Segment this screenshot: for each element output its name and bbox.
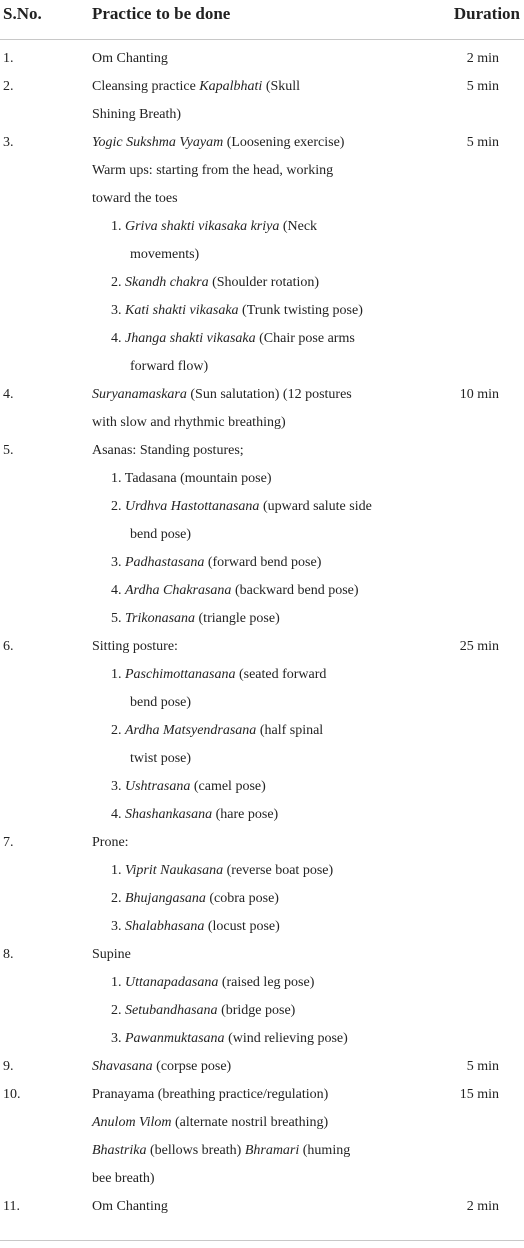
practice-text: (corpse pose): [152, 1059, 232, 1074]
list-item-number: 2.: [111, 891, 122, 906]
list-item-number: 3.: [111, 919, 122, 934]
practice-text: (triangle pose): [195, 611, 280, 626]
practice-line: [92, 185, 392, 213]
table-row: [0, 73, 524, 129]
list-item: [92, 857, 392, 885]
row-duration: 2 min: [466, 1199, 499, 1214]
practice-text: (wind relieving pose): [224, 1031, 348, 1046]
practice-text: Asanas: Standing postures;: [92, 443, 244, 458]
practice-term: Shavasana: [92, 1059, 153, 1074]
practice-text: movements): [130, 247, 200, 262]
practice-text: (Shoulder rotation): [208, 275, 320, 290]
practice-term: Jhanga shakti vikasaka: [125, 331, 256, 346]
row-duration: 5 min: [466, 1059, 499, 1074]
practice-text: (bellows breath): [146, 1143, 245, 1158]
practice-line: [92, 1053, 392, 1081]
table-row: [0, 941, 524, 1053]
list-item: [92, 325, 392, 353]
list-item-continuation: [92, 521, 392, 549]
practice-line: [92, 941, 392, 969]
practice-text: (Loosening exercise): [223, 135, 345, 150]
practice-text: (hare pose): [212, 807, 279, 822]
list-item: [92, 605, 392, 633]
practice-line: [92, 45, 392, 73]
table-bottom-rule: [0, 1240, 524, 1241]
practice-term: Shalabhasana: [125, 919, 205, 934]
practice-term: Bhujangasana: [125, 891, 206, 906]
practice-term: Ushtrasana: [125, 779, 191, 794]
list-item: [92, 465, 392, 493]
table-row: [0, 633, 524, 829]
practice-line: [92, 1081, 392, 1109]
practice-text: with slow and rhythmic breathing): [92, 415, 286, 430]
list-item-number: 4.: [111, 583, 122, 598]
practice-text: Sitting posture:: [92, 639, 178, 654]
practice-line: [92, 101, 392, 129]
row-sno: 5.: [3, 443, 14, 458]
list-item: [92, 661, 392, 689]
list-item: [92, 885, 392, 913]
practice-text: (backward bend pose): [231, 583, 359, 598]
list-item: [92, 773, 392, 801]
row-sno: 7.: [3, 835, 14, 850]
table-row: [0, 1053, 524, 1081]
practice-line: [92, 1137, 392, 1165]
practice-term: Uttanapadasana: [125, 975, 219, 990]
practice-text: (Trunk twisting pose): [238, 303, 363, 318]
practice-term: Ardha Matsyendrasana: [125, 723, 257, 738]
list-item: [92, 297, 392, 325]
list-item-number: 3.: [111, 303, 122, 318]
practice-text: (raised leg pose): [218, 975, 315, 990]
practice-text: bee breath): [92, 1171, 155, 1186]
list-item-number: 3.: [111, 1031, 122, 1046]
row-practice: [92, 829, 392, 941]
list-item-continuation: [92, 241, 392, 269]
practice-text: (alternate nostril breathing): [171, 1115, 329, 1130]
practice-line: [92, 129, 392, 157]
practice-text: (bridge pose): [217, 1003, 296, 1018]
row-sno: 11.: [3, 1199, 20, 1214]
row-sno: 1.: [3, 51, 14, 66]
row-practice: [92, 1081, 392, 1193]
row-duration: 5 min: [466, 79, 499, 94]
practice-term: Skandh chakra: [125, 275, 209, 290]
list-item: [92, 577, 392, 605]
row-duration: 10 min: [459, 387, 499, 402]
row-practice: [92, 633, 392, 829]
practice-term: Bhramari: [244, 1143, 300, 1158]
row-practice: [92, 437, 392, 633]
practice-term: Padhastasana: [125, 555, 205, 570]
table-row: [0, 381, 524, 437]
table-row: [0, 1193, 524, 1221]
practice-term: Kati shakti vikasaka: [125, 303, 239, 318]
table-row: [0, 45, 524, 73]
practice-term: Shashankasana: [125, 807, 213, 822]
practice-line: [92, 437, 392, 465]
row-sno: 6.: [3, 639, 14, 654]
practice-text: Supine: [92, 947, 131, 962]
practice-term: Anulom Vilom: [92, 1115, 172, 1130]
list-item-number: 2.: [111, 723, 122, 738]
practice-text: toward the toes: [92, 191, 178, 206]
practice-term: Urdhva Hastottanasana: [125, 499, 260, 514]
row-practice: [92, 1193, 392, 1221]
list-item-number: 5.: [111, 611, 122, 626]
practice-line: [92, 633, 392, 661]
practice-text: Om Chanting: [92, 51, 168, 66]
row-practice: [92, 45, 392, 73]
list-item-number: 2.: [111, 275, 122, 290]
list-item-number: 3.: [111, 779, 122, 794]
practice-line: [92, 157, 392, 185]
practice-text: bend pose): [130, 695, 192, 710]
practice-text: Tadasana (mountain pose): [124, 471, 272, 486]
practice-text: (upward salute side: [259, 499, 372, 514]
practice-text: Prone:: [92, 835, 129, 850]
row-sno: 3.: [3, 135, 14, 150]
practice-text: (Neck: [279, 219, 318, 234]
row-practice: [92, 1053, 392, 1081]
practice-text: (reverse boat pose): [223, 863, 334, 878]
practice-term: Kapalbhati: [199, 79, 263, 94]
row-practice: [92, 381, 392, 437]
practice-text: forward flow): [130, 359, 209, 374]
row-duration: 15 min: [459, 1087, 499, 1102]
practice-text: Om Chanting: [92, 1199, 168, 1214]
practice-line: [92, 409, 392, 437]
list-item: [92, 969, 392, 997]
practice-text: (camel pose): [190, 779, 266, 794]
list-item-continuation: [92, 745, 392, 773]
table-row: [0, 129, 524, 381]
practice-term: Pawanmuktasana: [125, 1031, 225, 1046]
practice-line: [92, 73, 392, 101]
list-item: [92, 549, 392, 577]
list-item: [92, 913, 392, 941]
practice-text: (cobra pose): [205, 891, 279, 906]
practice-term: Yogic Sukshma Vyayam: [92, 135, 224, 150]
row-practice: [92, 73, 392, 129]
row-sno: 10.: [3, 1087, 21, 1102]
practice-term: Suryanamaskara: [92, 387, 187, 402]
row-practice: [92, 129, 392, 381]
practice-text: twist pose): [130, 751, 192, 766]
practice-text: (locust pose): [204, 919, 280, 934]
list-item: [92, 1025, 392, 1053]
list-item-number: 3.: [111, 555, 122, 570]
row-duration: 2 min: [466, 51, 499, 66]
list-item-number: 4.: [111, 807, 122, 822]
table-row: [0, 829, 524, 941]
practice-text: (Skull: [262, 79, 301, 94]
practice-text: (huming: [299, 1143, 351, 1158]
list-item-continuation: [92, 689, 392, 717]
list-item-number: 4.: [111, 331, 122, 346]
practice-text: Cleansing practice: [92, 79, 200, 94]
table-row: [0, 437, 524, 633]
list-item: [92, 997, 392, 1025]
practice-text: (Chair pose arms: [255, 331, 355, 346]
practice-text: Pranayama (breathing practice/regulation): [92, 1087, 329, 1102]
list-item-number: 1.: [111, 219, 122, 234]
practice-text: (seated forward: [235, 667, 327, 682]
row-sno: 8.: [3, 947, 14, 962]
row-sno: 2.: [3, 79, 14, 94]
table-row: [0, 1081, 524, 1193]
practice-text: (Sun salutation) (12 postures: [186, 387, 352, 402]
list-item: [92, 269, 392, 297]
practice-text: Shining Breath): [92, 107, 182, 122]
row-duration: 25 min: [459, 639, 499, 654]
list-item-number: 2.: [111, 1003, 122, 1018]
list-item-number: 1.: [111, 471, 122, 486]
row-duration: 5 min: [466, 135, 499, 150]
header-duration: Duration: [453, 4, 520, 23]
row-sno: 4.: [3, 387, 14, 402]
practice-term: Setubandhasana: [125, 1003, 218, 1018]
practice-term: Viprit Naukasana: [125, 863, 224, 878]
list-item: [92, 213, 392, 241]
practice-term: Griva shakti vikasaka kriya: [125, 219, 280, 234]
practice-line: [92, 829, 392, 857]
row-sno: 9.: [3, 1059, 14, 1074]
practice-term: Paschimottanasana: [125, 667, 236, 682]
table-header: [0, 0, 524, 40]
list-item: [92, 717, 392, 745]
header-sno: S.No.: [3, 4, 42, 23]
row-practice: [92, 941, 392, 1053]
practice-text: bend pose): [130, 527, 192, 542]
list-item-number: 1.: [111, 975, 122, 990]
table-body: [0, 40, 524, 1221]
practice-text: Warm ups: starting from the head, working: [92, 163, 334, 178]
list-item-number: 1.: [111, 667, 122, 682]
list-item-continuation: [92, 353, 392, 381]
practice-term: Bhastrika: [92, 1143, 147, 1158]
header-practice: Practice to be done: [92, 4, 231, 23]
practice-line: [92, 381, 392, 409]
practice-line: [92, 1165, 392, 1193]
practice-term: Ardha Chakrasana: [125, 583, 232, 598]
list-item-number: 2.: [111, 499, 122, 514]
practice-text: (half spinal: [256, 723, 324, 738]
list-item-number: 1.: [111, 863, 122, 878]
list-item: [92, 493, 392, 521]
practice-line: [92, 1193, 392, 1221]
practice-line: [92, 1109, 392, 1137]
practice-text: (forward bend pose): [204, 555, 322, 570]
practice-term: Trikonasana: [125, 611, 196, 626]
list-item: [92, 801, 392, 829]
